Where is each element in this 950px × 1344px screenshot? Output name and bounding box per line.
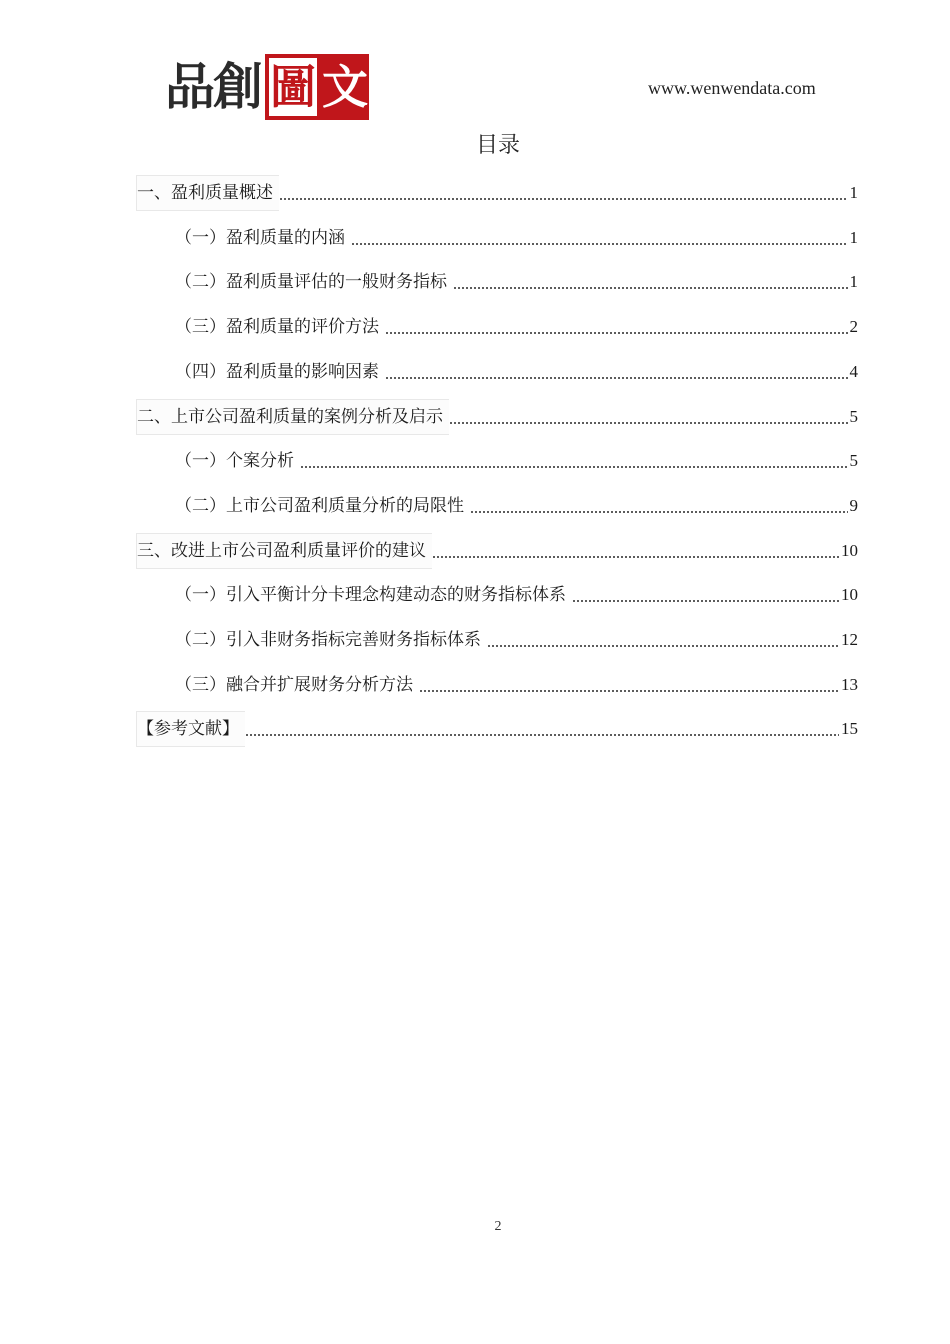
toc-title: 目录 xyxy=(475,133,520,158)
toc-entry-text: （二）盈利质量评估的一般财务指标 xyxy=(175,272,447,292)
toc-entry[interactable] xyxy=(175,310,858,344)
toc-leader-dots xyxy=(470,511,848,513)
toc-entry[interactable] xyxy=(175,355,858,389)
toc-entry-text: （一）盈利质量的内涵 xyxy=(175,228,345,248)
toc-entry-page: 10 xyxy=(841,541,858,560)
toc-entry-page: 5 xyxy=(849,451,858,470)
toc-entry[interactable] xyxy=(175,668,858,702)
toc-entry-page: 2 xyxy=(849,317,858,336)
toc-entry-page: 13 xyxy=(841,675,858,694)
toc-entry-text: （一）个案分析 xyxy=(175,451,294,471)
toc-entry-text: （四）盈利质量的影响因素 xyxy=(175,362,379,382)
toc-entry-page: 1 xyxy=(849,272,858,291)
toc-entry-page: 5 xyxy=(849,407,858,426)
logo-seal xyxy=(265,54,369,120)
page-number: 2 xyxy=(494,1219,502,1234)
toc-leader-dots xyxy=(351,243,848,245)
logo-seal-left: 圖 xyxy=(265,54,321,120)
toc-leader-dots xyxy=(449,422,848,424)
toc-entry-page: 15 xyxy=(841,719,858,738)
toc-leader-dots xyxy=(572,600,839,602)
toc-entry[interactable] xyxy=(136,534,858,568)
toc-entry-text: （一）引入平衡计分卡理念构建动态的财务指标体系 xyxy=(175,585,566,605)
toc-entry-page: 4 xyxy=(849,362,858,381)
toc-entry[interactable] xyxy=(175,578,858,612)
toc-entry-text: （三）盈利质量的评价方法 xyxy=(175,317,379,337)
toc-leader-dots xyxy=(245,734,839,736)
toc-entry-text: （三）融合并扩展财务分析方法 xyxy=(175,675,413,695)
toc-leader-dots xyxy=(385,377,848,379)
toc-entry-text: （二）引入非财务指标完善财务指标体系 xyxy=(175,630,481,650)
toc-entry-text: （二）上市公司盈利质量分析的局限性 xyxy=(175,496,464,516)
header-url[interactable]: www.wenwendata.com xyxy=(648,78,816,98)
toc-entry[interactable] xyxy=(136,176,858,210)
toc-leader-dots xyxy=(300,466,848,468)
toc-leader-dots xyxy=(487,645,839,647)
logo-text: 品創 xyxy=(165,58,261,116)
toc-leader-dots xyxy=(279,198,848,200)
toc-entry[interactable] xyxy=(175,489,858,523)
toc-entry-page: 12 xyxy=(841,630,858,649)
toc-entry-text: 三、改进上市公司盈利质量评价的建议 xyxy=(136,533,432,569)
toc-leader-dots xyxy=(432,556,839,558)
toc-entry[interactable] xyxy=(175,221,858,255)
toc-entry-page: 9 xyxy=(849,496,858,515)
toc-entry[interactable] xyxy=(175,623,858,657)
toc-entry-text: 二、上市公司盈利质量的案例分析及启示 xyxy=(136,399,449,435)
toc-entry-text: 一、盈利质量概述 xyxy=(136,175,279,211)
company-logo xyxy=(165,52,369,122)
toc-leader-dots xyxy=(419,690,839,692)
toc-entry[interactable] xyxy=(175,265,858,299)
toc-leader-dots xyxy=(385,332,848,334)
toc-entry-page: 1 xyxy=(849,228,858,247)
logo-seal-right: 文 xyxy=(321,54,369,120)
toc-entry-page: 10 xyxy=(841,585,858,604)
toc-entry[interactable] xyxy=(175,444,858,478)
toc-entry-text: 【参考文献】 xyxy=(136,711,245,747)
toc-leader-dots xyxy=(453,287,848,289)
toc-entry[interactable] xyxy=(136,712,858,746)
toc-entry-page: 1 xyxy=(849,183,858,202)
toc-entry[interactable] xyxy=(136,400,858,434)
